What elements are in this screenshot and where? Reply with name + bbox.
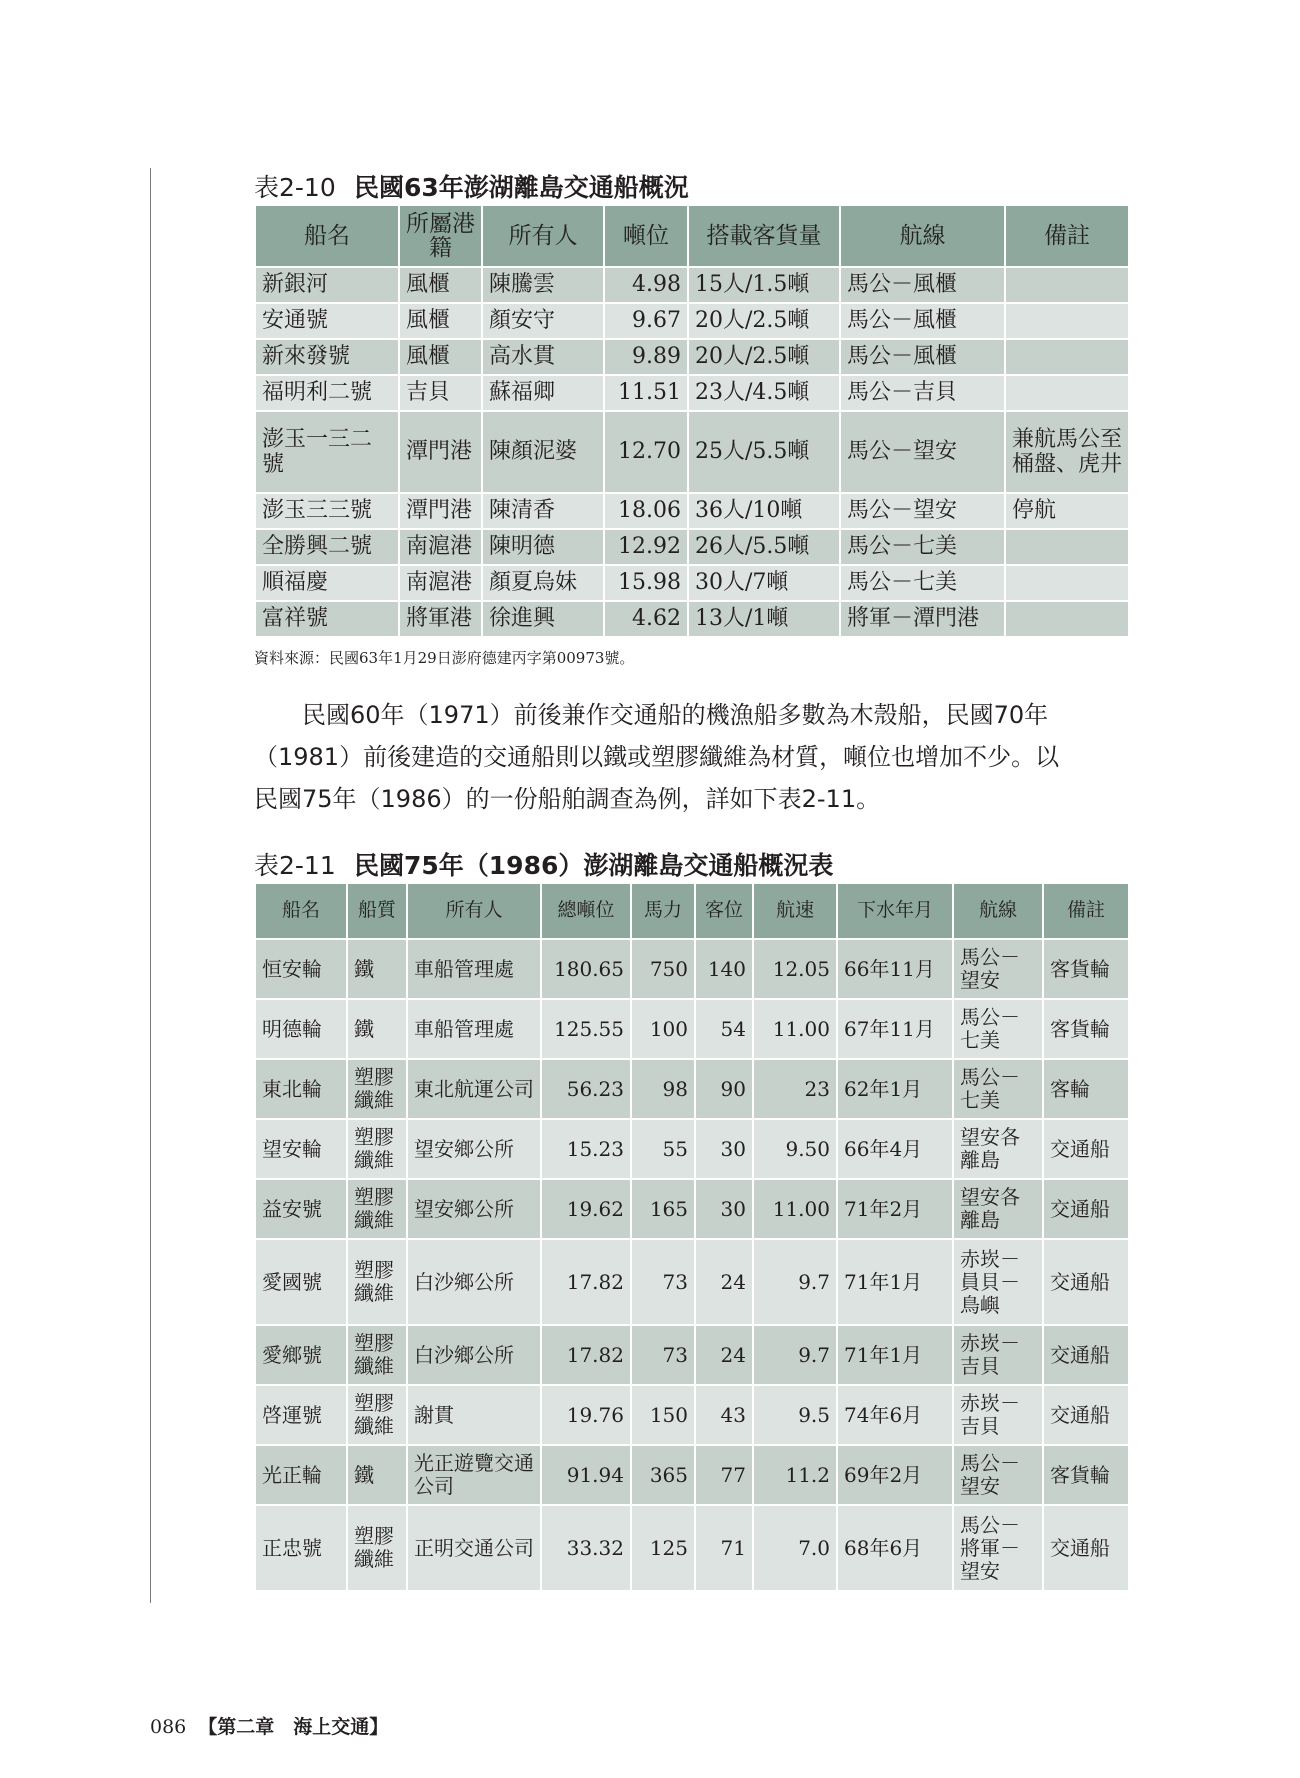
table-cell: 客貨輪: [1043, 999, 1129, 1059]
table-cell: 馬公－望安: [840, 411, 1005, 493]
table-cell: 17.82: [541, 1239, 631, 1325]
table-cell: 赤崁－員貝－鳥嶼: [953, 1239, 1043, 1325]
table-cell: 客貨輪: [1043, 1445, 1129, 1505]
table-cell: 馬公－風櫃: [840, 267, 1005, 303]
table-cell: 90: [695, 1059, 753, 1119]
table-row: [255, 339, 1129, 375]
table-row: [255, 939, 1129, 999]
table-cell: 71: [695, 1505, 753, 1591]
table-cell: 新來發號: [255, 339, 399, 375]
table-cell: 全勝興二號: [255, 529, 399, 565]
table-cell: 車船管理處: [407, 939, 541, 999]
table-cell: 66年4月: [837, 1119, 953, 1179]
table-cell: 陳明德: [482, 529, 604, 565]
table-cell: 東北航運公司: [407, 1059, 541, 1119]
table-cell: 180.65: [541, 939, 631, 999]
table-cell: 塑膠纖維: [347, 1179, 407, 1239]
table-cell: 赤崁－吉貝: [953, 1325, 1043, 1385]
table-cell: [1005, 565, 1129, 601]
table1: [254, 204, 1130, 638]
table-cell: 15.98: [604, 565, 688, 601]
table-row: [255, 1445, 1129, 1505]
table-cell: 鐵: [347, 999, 407, 1059]
table-cell: 馬公－望安: [840, 493, 1005, 529]
table-cell: 23: [753, 1059, 837, 1119]
table-cell: 20人/2.5噸: [688, 303, 840, 339]
table-cell: 9.7: [753, 1325, 837, 1385]
table-cell: 67年11月: [837, 999, 953, 1059]
table-cell: 125.55: [541, 999, 631, 1059]
table-cell: 9.5: [753, 1385, 837, 1445]
table-cell: 潭門港: [399, 493, 482, 529]
table-cell: 43: [695, 1385, 753, 1445]
table-cell: 光正遊覽交通公司: [407, 1445, 541, 1505]
table-cell: 98: [631, 1059, 695, 1119]
table-cell: 55: [631, 1119, 695, 1179]
table-cell: 66年11月: [837, 939, 953, 999]
table-cell: 15人/1.5噸: [688, 267, 840, 303]
table-cell: 9.67: [604, 303, 688, 339]
table-cell: 富祥號: [255, 601, 399, 637]
table-cell: 73: [631, 1239, 695, 1325]
table-row: [255, 1505, 1129, 1591]
table-cell: 11.2: [753, 1445, 837, 1505]
table-cell: 安通號: [255, 303, 399, 339]
table-cell: 18.06: [604, 493, 688, 529]
table-cell: 91.94: [541, 1445, 631, 1505]
table-cell: 塑膠纖維: [347, 1325, 407, 1385]
table-cell: 顏夏烏妹: [482, 565, 604, 601]
table-cell: 71年1月: [837, 1325, 953, 1385]
table-cell: 恒安輪: [255, 939, 347, 999]
table-cell: [1005, 303, 1129, 339]
table-cell: 白沙鄉公所: [407, 1325, 541, 1385]
page-footer: [150, 1712, 388, 1739]
table2: [254, 882, 1130, 1592]
table-cell: 30人/7噸: [688, 565, 840, 601]
column-header: 船名: [255, 205, 399, 267]
table-cell: 赤崁－吉貝: [953, 1385, 1043, 1445]
table-cell: 33.32: [541, 1505, 631, 1591]
table-cell: 客貨輪: [1043, 939, 1129, 999]
table-cell: 馬公－風櫃: [840, 303, 1005, 339]
column-header: 所有人: [482, 205, 604, 267]
table-cell: 750: [631, 939, 695, 999]
table-cell: [1005, 529, 1129, 565]
table-cell: 馬公－望安: [953, 1445, 1043, 1505]
table-cell: 交通船: [1043, 1325, 1129, 1385]
table-cell: 140: [695, 939, 753, 999]
table-cell: 蘇福卿: [482, 375, 604, 411]
table-cell: 13人/1噸: [688, 601, 840, 637]
table-cell: 塑膠纖維: [347, 1239, 407, 1325]
table2-title: 民國75年（1986）澎湖離島交通船概況表: [354, 851, 834, 880]
page-number: 086: [150, 1716, 187, 1738]
table-cell: 光正輪: [255, 1445, 347, 1505]
table-cell: 將軍港: [399, 601, 482, 637]
table-cell: 19.62: [541, 1179, 631, 1239]
table-cell: 9.89: [604, 339, 688, 375]
table-cell: 潭門港: [399, 411, 482, 493]
table-cell: 4.62: [604, 601, 688, 637]
table-cell: 26人/5.5噸: [688, 529, 840, 565]
table-row: [255, 1119, 1129, 1179]
column-header: 噸位: [604, 205, 688, 267]
table-cell: 9.50: [753, 1119, 837, 1179]
table-row: [255, 375, 1129, 411]
table-cell: 交通船: [1043, 1239, 1129, 1325]
table-cell: 19.76: [541, 1385, 631, 1445]
table-cell: 23人/4.5噸: [688, 375, 840, 411]
table-cell: 白沙鄉公所: [407, 1239, 541, 1325]
table-row: [255, 1239, 1129, 1325]
table-cell: [1005, 339, 1129, 375]
table-cell: 明德輪: [255, 999, 347, 1059]
table-cell: 望安各離島: [953, 1179, 1043, 1239]
paragraph-line: 民國75年（1986）的一份船舶調查為例，詳如下表2-11。: [254, 785, 881, 813]
table-cell: 56.23: [541, 1059, 631, 1119]
table-cell: 365: [631, 1445, 695, 1505]
column-header: 客位: [695, 883, 753, 939]
table-cell: 正忠號: [255, 1505, 347, 1591]
table-cell: 馬公－七美: [840, 529, 1005, 565]
table-cell: 福明利二號: [255, 375, 399, 411]
table-cell: 望安輪: [255, 1119, 347, 1179]
table-row: [255, 411, 1129, 493]
table-cell: 陳騰雲: [482, 267, 604, 303]
table-cell: 54: [695, 999, 753, 1059]
table-cell: 9.7: [753, 1239, 837, 1325]
table-cell: 15.23: [541, 1119, 631, 1179]
table-cell: 新銀河: [255, 267, 399, 303]
table-cell: 馬公－七美: [953, 999, 1043, 1059]
table-cell: 望安鄉公所: [407, 1179, 541, 1239]
table-cell: 馬公－將軍－望安: [953, 1505, 1043, 1591]
table-cell: 馬公－風櫃: [840, 339, 1005, 375]
table-row: [255, 529, 1129, 565]
table-row: [255, 493, 1129, 529]
table-cell: 正明交通公司: [407, 1505, 541, 1591]
table-cell: 將軍－潭門港: [840, 601, 1005, 637]
table-cell: 77: [695, 1445, 753, 1505]
table-cell: 馬公－七美: [953, 1059, 1043, 1119]
table1-number: 表2-10: [254, 173, 336, 202]
body-paragraph: [254, 694, 1130, 820]
table-cell: 125: [631, 1505, 695, 1591]
table-row: [255, 601, 1129, 637]
table-cell: 南滬港: [399, 529, 482, 565]
column-header: 備註: [1043, 883, 1129, 939]
table-cell: 30: [695, 1119, 753, 1179]
table-row: [255, 267, 1129, 303]
paragraph-line: 民國60年（1971）前後兼作交通船的機漁船多數為木殼船，民國70年: [254, 701, 1049, 729]
table-cell: [1005, 267, 1129, 303]
table-cell: 客輪: [1043, 1059, 1129, 1119]
paragraph-line: （1981）前後建造的交通船則以鐵或塑膠纖維為材質，噸位也增加不少。以: [254, 743, 1060, 771]
table-cell: 鐵: [347, 1445, 407, 1505]
table-cell: 望安各離島: [953, 1119, 1043, 1179]
table1-caption: [254, 168, 689, 204]
table-cell: 徐進興: [482, 601, 604, 637]
table-cell: 24: [695, 1239, 753, 1325]
table-cell: 交通船: [1043, 1505, 1129, 1591]
margin-rule: [150, 168, 151, 1603]
table-cell: 東北輪: [255, 1059, 347, 1119]
table2-caption: [254, 846, 833, 882]
table-cell: 馬公－望安: [953, 939, 1043, 999]
column-header: 船質: [347, 883, 407, 939]
table-cell: 71年1月: [837, 1239, 953, 1325]
table-cell: 望安鄉公所: [407, 1119, 541, 1179]
chapter-label: 【第二章 海上交通】: [198, 1716, 389, 1738]
table-cell: 順福慶: [255, 565, 399, 601]
table-cell: 73: [631, 1325, 695, 1385]
table-cell: 交通船: [1043, 1179, 1129, 1239]
table-row: [255, 1385, 1129, 1445]
table-cell: 謝貫: [407, 1385, 541, 1445]
table-row: [255, 1325, 1129, 1385]
table-cell: 益安號: [255, 1179, 347, 1239]
table-row: [255, 1059, 1129, 1119]
table-cell: 62年1月: [837, 1059, 953, 1119]
table-cell: 30: [695, 1179, 753, 1239]
column-header: 航線: [953, 883, 1043, 939]
column-header: 所有人: [407, 883, 541, 939]
table-cell: 36人/10噸: [688, 493, 840, 529]
table-cell: 吉貝: [399, 375, 482, 411]
table-cell: 愛鄉號: [255, 1325, 347, 1385]
table-cell: 鐵: [347, 939, 407, 999]
table-cell: 風櫃: [399, 303, 482, 339]
table-cell: 澎玉三三號: [255, 493, 399, 529]
table-cell: 12.92: [604, 529, 688, 565]
column-header: 船名: [255, 883, 347, 939]
table-cell: 顏安守: [482, 303, 604, 339]
table-row: [255, 565, 1129, 601]
table-cell: 馬公－七美: [840, 565, 1005, 601]
table-cell: 12.70: [604, 411, 688, 493]
table-cell: 塑膠纖維: [347, 1385, 407, 1445]
column-header: 總噸位: [541, 883, 631, 939]
table1-title: 民國63年澎湖離島交通船概況: [354, 173, 689, 202]
table-cell: 11.51: [604, 375, 688, 411]
table2-number: 表2-11: [254, 851, 336, 880]
column-header: 馬力: [631, 883, 695, 939]
table-cell: 塑膠纖維: [347, 1119, 407, 1179]
column-header: 所屬港籍: [399, 205, 482, 267]
table-cell: 7.0: [753, 1505, 837, 1591]
table-cell: 100: [631, 999, 695, 1059]
column-header: 備註: [1005, 205, 1129, 267]
table-cell: 馬公－吉貝: [840, 375, 1005, 411]
table-cell: 74年6月: [837, 1385, 953, 1445]
table-cell: 150: [631, 1385, 695, 1445]
table-cell: 11.00: [753, 1179, 837, 1239]
table-cell: 20人/2.5噸: [688, 339, 840, 375]
column-header: 航線: [840, 205, 1005, 267]
table-row: [255, 303, 1129, 339]
table-cell: 11.00: [753, 999, 837, 1059]
table-cell: 12.05: [753, 939, 837, 999]
table-cell: 交通船: [1043, 1385, 1129, 1445]
table-cell: 71年2月: [837, 1179, 953, 1239]
table-cell: [1005, 601, 1129, 637]
table-cell: 交通船: [1043, 1119, 1129, 1179]
table-cell: 69年2月: [837, 1445, 953, 1505]
table-row: [255, 1179, 1129, 1239]
table-cell: 啓運號: [255, 1385, 347, 1445]
table1-source: 資料來源：民國63年1月29日澎府德建丙字第00973號。: [254, 649, 635, 667]
table-cell: 兼航馬公至桶盤、虎井: [1005, 411, 1129, 493]
table-cell: 澎玉一三二號: [255, 411, 399, 493]
column-header: 航速: [753, 883, 837, 939]
table-cell: 南滬港: [399, 565, 482, 601]
table-cell: 愛國號: [255, 1239, 347, 1325]
table-cell: 25人/5.5噸: [688, 411, 840, 493]
table-cell: 陳清香: [482, 493, 604, 529]
table-cell: 車船管理處: [407, 999, 541, 1059]
table-cell: 塑膠纖維: [347, 1059, 407, 1119]
column-header: 搭載客貨量: [688, 205, 840, 267]
table-cell: 塑膠纖維: [347, 1505, 407, 1591]
table-cell: 17.82: [541, 1325, 631, 1385]
table-cell: 風櫃: [399, 267, 482, 303]
table-cell: 165: [631, 1179, 695, 1239]
table-cell: 風櫃: [399, 339, 482, 375]
table-cell: [1005, 375, 1129, 411]
table-row: [255, 999, 1129, 1059]
column-header: 下水年月: [837, 883, 953, 939]
table-cell: 陳顏泥婆: [482, 411, 604, 493]
table-cell: 停航: [1005, 493, 1129, 529]
table-cell: 4.98: [604, 267, 688, 303]
table-cell: 24: [695, 1325, 753, 1385]
table-cell: 68年6月: [837, 1505, 953, 1591]
table-cell: 高水貫: [482, 339, 604, 375]
